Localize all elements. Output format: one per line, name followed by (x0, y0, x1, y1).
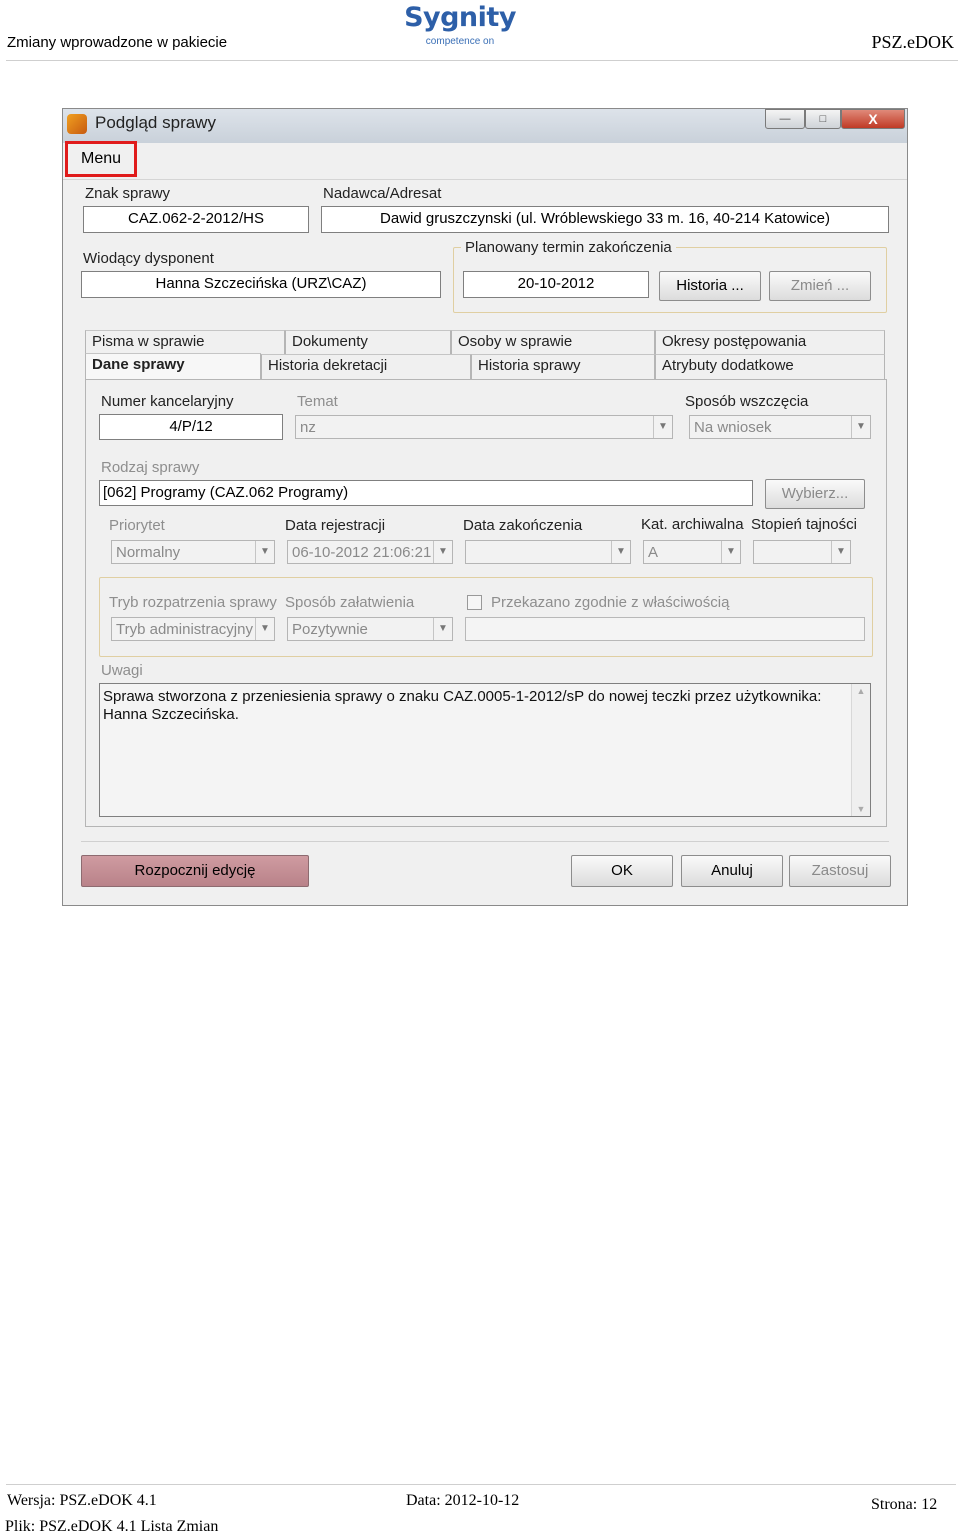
uwagi-label: Uwagi (101, 662, 143, 679)
priorytet-value: Normalny (116, 544, 181, 561)
tab-dokumenty[interactable]: Dokumenty (285, 330, 451, 354)
nadawca-field[interactable]: Dawid gruszczynski (ul. Wróblewskiego 33 m. 16, 40-214 Katowice) (321, 206, 889, 233)
data-rejestracji-select[interactable] (287, 540, 453, 564)
data-zakonczenia-select[interactable] (465, 540, 631, 564)
data-zakonczenia-label: Data zakończenia (463, 517, 583, 534)
historia-button[interactable]: Historia ... (659, 271, 761, 301)
rodzaj-label: Rodzaj sprawy (101, 459, 200, 476)
dysponent-label: Wiodący dysponent (83, 250, 214, 267)
sygnity-logo (400, 2, 520, 54)
tab-atrybuty[interactable]: Atrybuty dodatkowe (655, 354, 885, 379)
window-title: Podgląd sprawy (95, 113, 216, 132)
temat-select[interactable] (295, 415, 673, 439)
przekazano-field[interactable] (465, 617, 865, 641)
tab-dane-sprawy[interactable]: Dane sprawy (85, 353, 261, 379)
document-header-product: PSZ.eDOK (871, 32, 954, 52)
case-preview-window (62, 108, 908, 906)
chevron-down-icon: ▼ (433, 618, 452, 640)
menu-bar (63, 143, 907, 180)
title-bar[interactable] (63, 109, 907, 143)
sposob-wszczecia-select[interactable] (689, 415, 871, 439)
stopien-tajnosci-select[interactable] (753, 540, 851, 564)
chevron-down-icon: ▼ (653, 416, 672, 438)
numer-label: Numer kancelaryjny (101, 393, 234, 410)
numer-field[interactable]: 4/P/12 (99, 414, 283, 440)
stopien-tajnosci-label: Stopień tajności (751, 516, 857, 533)
footer-version: Wersja: PSZ.eDOK 4.1 (7, 1492, 157, 1509)
footer-divider (81, 841, 889, 842)
dysponent-field[interactable]: Hanna Szczecińska (URZ\CAZ) (81, 271, 441, 298)
termin-field[interactable]: 20-10-2012 (463, 271, 649, 298)
logo-tagline: competence on (425, 36, 495, 47)
document-header-title: Zmiany wprowadzone w pakiecie (7, 34, 228, 51)
sposob-zalatwienia-select[interactable] (287, 617, 453, 641)
sposob-zalatwienia-label: Sposób załatwienia (285, 594, 415, 611)
apply-button[interactable]: Zastosuj (789, 855, 891, 887)
przekazano-label: Przekazano zgodnie z właściwością (491, 594, 730, 611)
chevron-down-icon: ▼ (851, 416, 870, 438)
start-edit-button[interactable]: Rozpocznij edycję (81, 855, 309, 887)
znak-sprawy-field[interactable]: CAZ.062-2-2012/HS (83, 206, 309, 233)
scroll-up-icon[interactable]: ▲ (856, 686, 866, 696)
chevron-down-icon: ▼ (255, 541, 274, 563)
tryb-label: Tryb rozpatrzenia sprawy (109, 594, 277, 611)
temat-label: Temat (297, 393, 338, 410)
rodzaj-field[interactable]: [062] Programy (CAZ.062 Programy) (99, 480, 753, 506)
znak-sprawy-label: Znak sprawy (85, 185, 171, 202)
ok-button[interactable]: OK (571, 855, 673, 887)
scroll-down-icon[interactable]: ▼ (856, 804, 866, 814)
zmien-button[interactable]: Zmień ... (769, 271, 871, 301)
tab-pisma[interactable]: Pisma w sprawie (85, 330, 285, 354)
footer-file: Plik: PSZ.eDOK 4.1 Lista Zmian (5, 1518, 219, 1535)
chevron-down-icon: ▼ (721, 541, 740, 563)
data-rejestracji-value: 06-10-2012 21:06:21 (292, 544, 432, 561)
przekazano-checkbox[interactable] (467, 595, 482, 610)
chevron-down-icon: ▼ (611, 541, 630, 563)
sposob-wszczecia-label: Sposób wszczęcia (685, 393, 809, 410)
data-rejestracji-label: Data rejestracji (285, 517, 386, 534)
nadawca-label: Nadawca/Adresat (323, 185, 442, 202)
tab-osoby[interactable]: Osoby w sprawie (451, 330, 655, 354)
tryb-select[interactable] (111, 617, 275, 641)
footer-line (6, 1484, 956, 1485)
chevron-down-icon: ▼ (255, 618, 274, 640)
temat-value: nz (300, 419, 316, 436)
wybierz-button[interactable]: Wybierz... (765, 479, 865, 509)
tryb-value: Tryb administracyjny (116, 621, 253, 638)
kat-archiwalna-label: Kat. archiwalna (641, 516, 744, 533)
app-icon (67, 114, 87, 134)
uwagi-textarea[interactable] (99, 683, 871, 817)
priorytet-select[interactable] (111, 540, 275, 564)
tab-okresy[interactable]: Okresy postępowania (655, 330, 885, 354)
uwagi-scrollbar[interactable] (851, 684, 870, 816)
logo-brand: Sygnity (404, 2, 516, 33)
footer-page: Strona: 12 (871, 1496, 938, 1513)
tab-historia-dekretacji[interactable]: Historia dekretacji (261, 354, 471, 379)
close-button[interactable]: X (841, 109, 905, 129)
header-divider (6, 60, 958, 61)
kat-archiwalna-select[interactable] (643, 540, 741, 564)
maximize-button[interactable]: □ (805, 109, 841, 129)
footer-date: Data: 2012-10-12 (406, 1492, 520, 1509)
sposob-wszczecia-value: Na wniosek (694, 419, 772, 436)
chevron-down-icon: ▼ (433, 541, 452, 563)
uwagi-text: Sprawa stworzona z przeniesienia sprawy o znaku CAZ.0005-1-2012/sP do nowej teczki przez użytkownika: Hanna Szczecińska. (103, 688, 822, 723)
termin-label: Planowany termin zakończenia (461, 239, 676, 256)
tab-historia-sprawy[interactable]: Historia sprawy (471, 354, 655, 379)
sposob-zalatwienia-value: Pozytywnie (292, 621, 368, 638)
chevron-down-icon: ▼ (831, 541, 850, 563)
minimize-button[interactable]: — (765, 109, 805, 129)
cancel-button[interactable]: Anuluj (681, 855, 783, 887)
priorytet-label: Priorytet (109, 517, 165, 534)
kat-archiwalna-value: A (648, 544, 659, 561)
window-controls (765, 109, 907, 129)
menu-button[interactable]: Menu (65, 141, 137, 177)
